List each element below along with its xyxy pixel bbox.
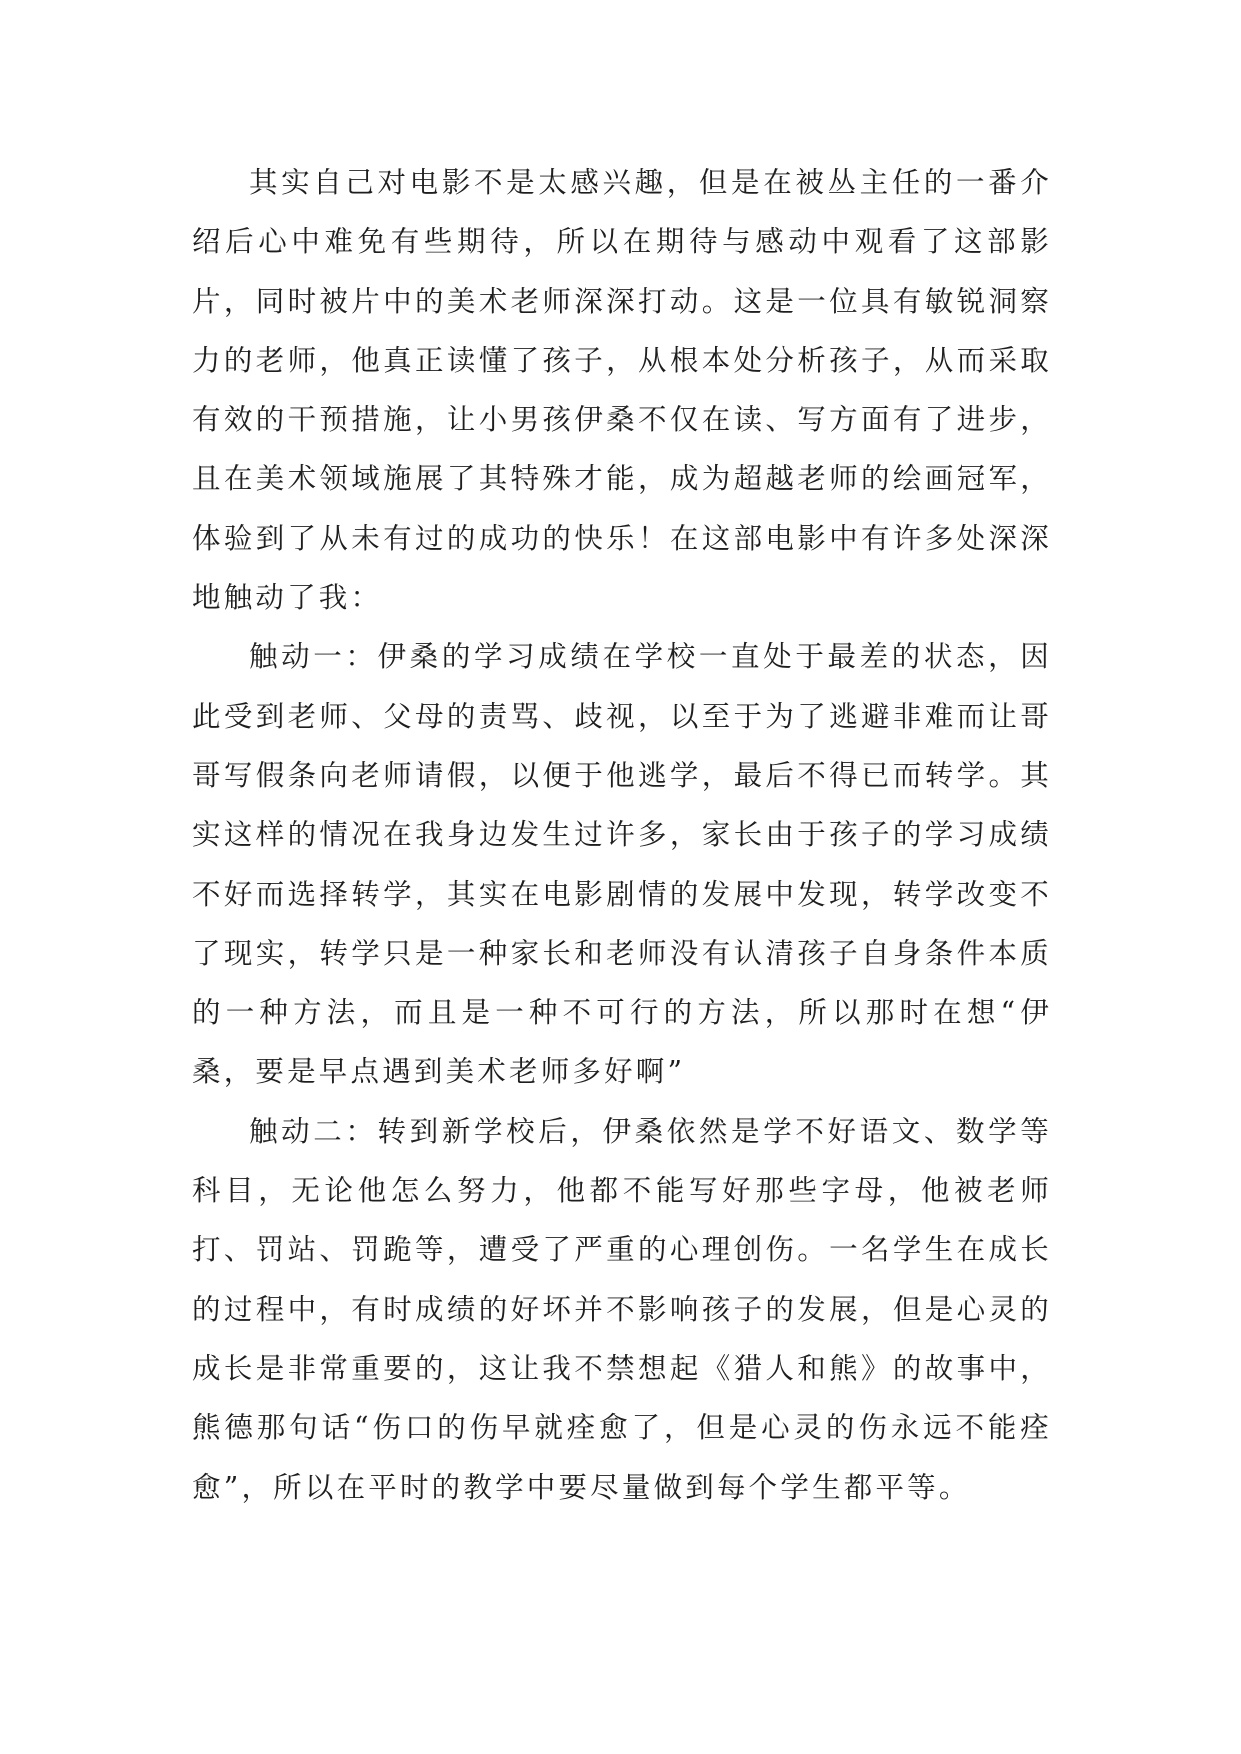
paragraph-touch-one: 触动一：伊桑的学习成绩在学校一直处于最差的状态，因此受到老师、父母的责骂、歧视，以至于为了逃避非难而让哥哥写假条向老师请假，以便于他逃学，最后不得已而转学。其实这样的情况在我身边发生过许多，家长由于孩子的学习成绩不好而选择转学，其实在电影剧情的发展中发现，转学改变不了现实，转学只是一种家长和老师没有认清孩子自身条件本质的一种方法，而且是一种不可行的方法，所以那时在想“伊桑，要是早点遇到美术老师多好啊” [192, 640, 1052, 1089]
document-body [192, 153, 1052, 1517]
paragraph-intro: 其实自己对电影不是太感兴趣，但是在被丛主任的一番介绍后心中难免有些期待，所以在期待与感动中观看了这部影片，同时被片中的美术老师深深打动。这是一位具有敏锐洞察力的老师，他真正读懂了孩子，从根本处分析孩子，从而采取有效的干预措施，让小男孩伊桑不仅在读、写方面有了进步，且在美术领域施展了其特殊才能，成为超越老师的绘画冠军，体验到了从未有过的成功的快乐！在这部电影中有许多处深深地触动了我： [192, 166, 1052, 615]
paragraph-touch-two: 触动二：转到新学校后，伊桑依然是学不好语文、数学等科目，无论他怎么努力，他都不能写好那些字母，他被老师打、罚站、罚跪等，遭受了严重的心理创伤。一名学生在成长的过程中，有时成绩的好坏并不影响孩子的发展，但是心灵的成长是非常重要的，这让我不禁想起《猎人和熊》的故事中，熊德那句话“伤口的伤早就痊愈了，但是心灵的伤永远不能痊愈”，所以在平时的教学中要尽量做到每个学生都平等。 [192, 1114, 1052, 1504]
